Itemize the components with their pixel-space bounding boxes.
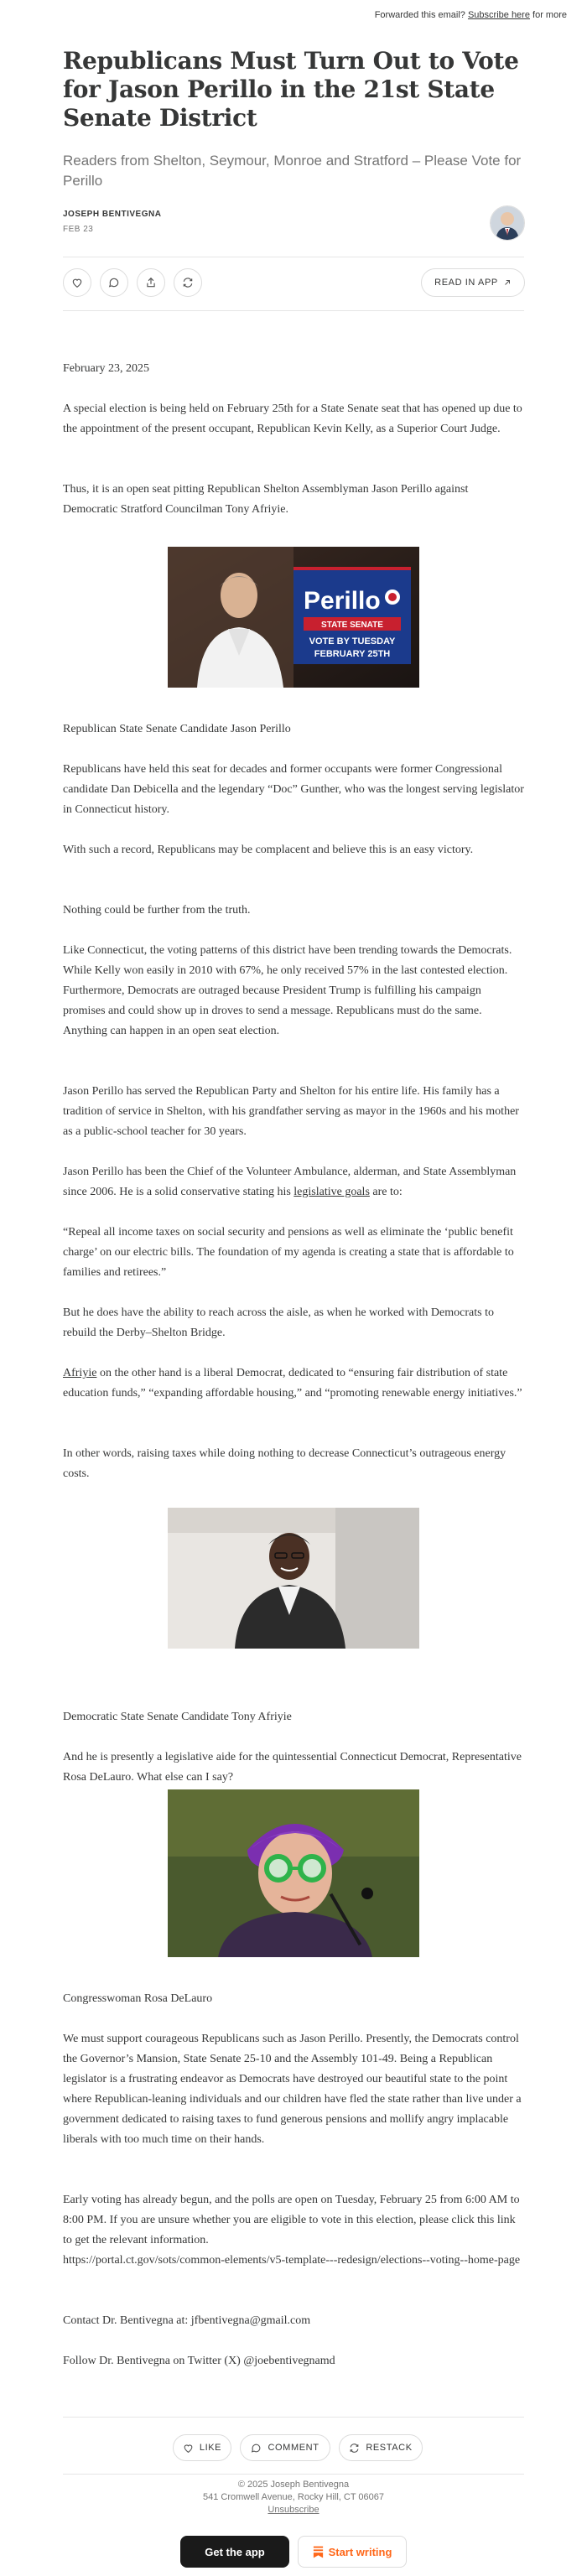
get-the-app-label: Get the app <box>205 2545 265 2558</box>
paragraph-11 <box>63 1363 524 1404</box>
divider-bottom <box>63 310 524 311</box>
restack-button-top[interactable] <box>174 268 202 297</box>
arrow-up-right-icon <box>503 278 512 287</box>
paragraph-4: With such a record, Republicans may be complacent and believe this is an easy victory. <box>63 844 474 856</box>
restack-label: RESTACK <box>366 2443 413 2453</box>
perillo-image[interactable] <box>168 547 419 688</box>
divider-actions <box>63 2417 524 2418</box>
paragraph-3: Republicans have held this seat for decades and former occupants were former Congressional candidate Dan Debicella and the legendary “Doc” Gunther, who was the longest serving legislator in Connecticut history. <box>63 763 524 816</box>
legislative-goals-link[interactable]: legislative goals <box>294 1186 370 1198</box>
restack-button[interactable] <box>339 2434 423 2461</box>
author-avatar[interactable] <box>490 205 525 241</box>
comment-button[interactable] <box>240 2434 330 2461</box>
comment-icon <box>108 277 120 288</box>
divider-footer <box>63 2474 524 2475</box>
post-date: FEB 23 <box>63 225 94 234</box>
start-writing-button[interactable] <box>298 2536 407 2568</box>
paragraph-15: Early voting has already begun, and the polls are open on Tuesday, February 25 from 6:00 AM to 8:00 PM. If you are unsure whether you are eligible to vote in this election, please click this link to get the relevant information. <box>63 2194 520 2246</box>
afriyie-image[interactable] <box>168 1508 419 1649</box>
paragraph-8-text: Jason Perillo has been the Chief of the Volunteer Ambulance, alderman, and State Assemblyman since 2006. He is a solid conservative stating his <box>63 1166 517 1198</box>
post-title[interactable]: Republicans Must Turn Out to Vote for Jason Perillo in the 21st State Senate District <box>63 47 519 132</box>
restack-icon <box>349 2443 360 2454</box>
paragraph-9-quote: “Repeal all income taxes on social security and pensions as well as eliminate the ‘public benefit charge’ on our electric bills. The foundation of my agenda is creating a state that is affordable to families and retirees.” <box>63 1226 514 1279</box>
paragraph-13: And he is presently a legislative aide for the quintessential Connecticut Democrat, Representative Rosa DeLauro. What else can I say? <box>63 1751 522 1784</box>
restack-icon <box>182 277 194 288</box>
forward-suffix: for more <box>532 10 567 20</box>
delauro-image[interactable] <box>168 1789 419 1957</box>
share-button-top[interactable] <box>137 268 165 297</box>
post-subtitle: Readers from Shelton, Seymour, Monroe and Stratford – Please Vote for Perillo <box>63 153 522 189</box>
paragraph-1: A special election is being held on February 25th for a State Senate seat that has opened up due to the appointment of the present occupant, Republican Kevin Kelly, as a Superior Court Judge. <box>63 402 522 435</box>
paragraph-18-twitter: Follow Dr. Bentivegna on Twitter (X) @joebentivegnamd <box>63 2355 335 2367</box>
caption-delauro: Congresswoman Rosa DeLauro <box>63 1992 213 2005</box>
get-the-app-button[interactable] <box>180 2536 289 2568</box>
like-label: LIKE <box>199 2443 222 2453</box>
comment-label: COMMENT <box>268 2443 319 2453</box>
read-in-app-label: READ IN APP <box>434 278 498 288</box>
forward-text: Forwarded this email? <box>374 10 465 20</box>
paragraph-11-text: on the other hand is a liberal Democrat, dedicated to “ensuring fair distribution of state education funds,” “expanding affordable housing,” and “promoting renewable energy initiatives.” <box>63 1367 522 1400</box>
heart-icon <box>71 277 83 288</box>
unsubscribe-link[interactable]: Unsubscribe <box>268 2505 319 2515</box>
paragraph-14: We must support courageous Republicans such as Jason Perillo. Presently, the Democrats control the Governor’s Mansion, State Senate 25-10 and the Assembly 101-49. Being a Republican legislator is a frustrating endeavor as Democrats have destroyed our beautiful state to the point where Republican-leaning individuals and our children have fled the state rather than live under a government dedicated to raising taxes to fund generous pensions and mollify angry implacable liberals with too much time on their hands. <box>63 2033 522 2146</box>
subscribe-link[interactable]: Subscribe here <box>467 10 530 20</box>
caption-afriyie: Democratic State Senate Candidate Tony Afriyie <box>63 1711 292 1723</box>
dateline: February 23, 2025 <box>63 362 150 375</box>
paragraph-7: Jason Perillo has served the Republican Party and Shelton for his entire life. His family has a tradition of service in Shelton, with his grandfather serving as mayor in the 1960s and his mother as a public-school teacher for 30 years. <box>63 1085 519 1138</box>
like-button-top[interactable] <box>63 268 91 297</box>
sign-vote-1: VOTE BY TUESDAY <box>309 636 396 647</box>
heart-icon <box>183 2443 194 2454</box>
comment-button-top[interactable] <box>100 268 128 297</box>
sign-office: STATE SENATE <box>321 621 383 630</box>
comment-icon <box>251 2443 262 2454</box>
paragraph-17-contact: Contact Dr. Bentivegna at: jfbentivegna@gmail.com <box>63 2314 311 2327</box>
footer-copyright: © 2025 Joseph Bentivegna <box>237 2480 350 2490</box>
start-writing-label: Start writing <box>328 2545 392 2558</box>
paragraph-5: Nothing could be further from the truth. <box>63 904 251 917</box>
caption-perillo: Republican State Senate Candidate Jason Perillo <box>63 723 291 735</box>
substack-logo-icon <box>313 2546 324 2558</box>
paragraph-16-url[interactable]: https://portal.ct.gov/sots/common-elements/v5-template---redesign/elections--voting--home-page <box>63 2254 521 2267</box>
sign-name: Perillo <box>304 587 381 615</box>
author-name[interactable]: JOSEPH BENTIVEGNA <box>63 210 162 219</box>
forward-banner <box>375 10 567 20</box>
share-icon <box>145 277 157 288</box>
like-button[interactable] <box>173 2434 231 2461</box>
afriyie-link[interactable]: Afriyie <box>63 1367 97 1379</box>
read-in-app-button[interactable] <box>421 268 525 297</box>
footer-address: 541 Cromwell Avenue, Rocky Hill, CT 06067 <box>202 2492 385 2502</box>
sign-vote-2: FEBRUARY 25TH <box>314 649 391 659</box>
paragraph-8 <box>63 1162 524 1202</box>
paragraph-12: In other words, raising taxes while doing nothing to decrease Connecticut’s outrageous energy costs. <box>63 1447 506 1480</box>
paragraph-8-tail: are to: <box>369 1186 403 1198</box>
paragraph-6: Like Connecticut, the voting patterns of this district have been trending towards the Democrats. While Kelly won easily in 2010 with 67%, he only received 57% in the last contested election. Furthermore, Democrats are outraged because President Trump is fulfilling his campaign promises and could show up in droves to send a message. Republicans must do the same. Anything can happen in an open seat election. <box>63 944 512 1037</box>
paragraph-10: But he does have the ability to reach across the aisle, as when he worked with Democrats to rebuild the Derby–Shelton Bridge. <box>63 1306 494 1339</box>
paragraph-2: Thus, it is an open seat pitting Republican Shelton Assemblyman Jason Perillo against Democratic Stratford Councilman Tony Afriyie. <box>63 483 469 516</box>
